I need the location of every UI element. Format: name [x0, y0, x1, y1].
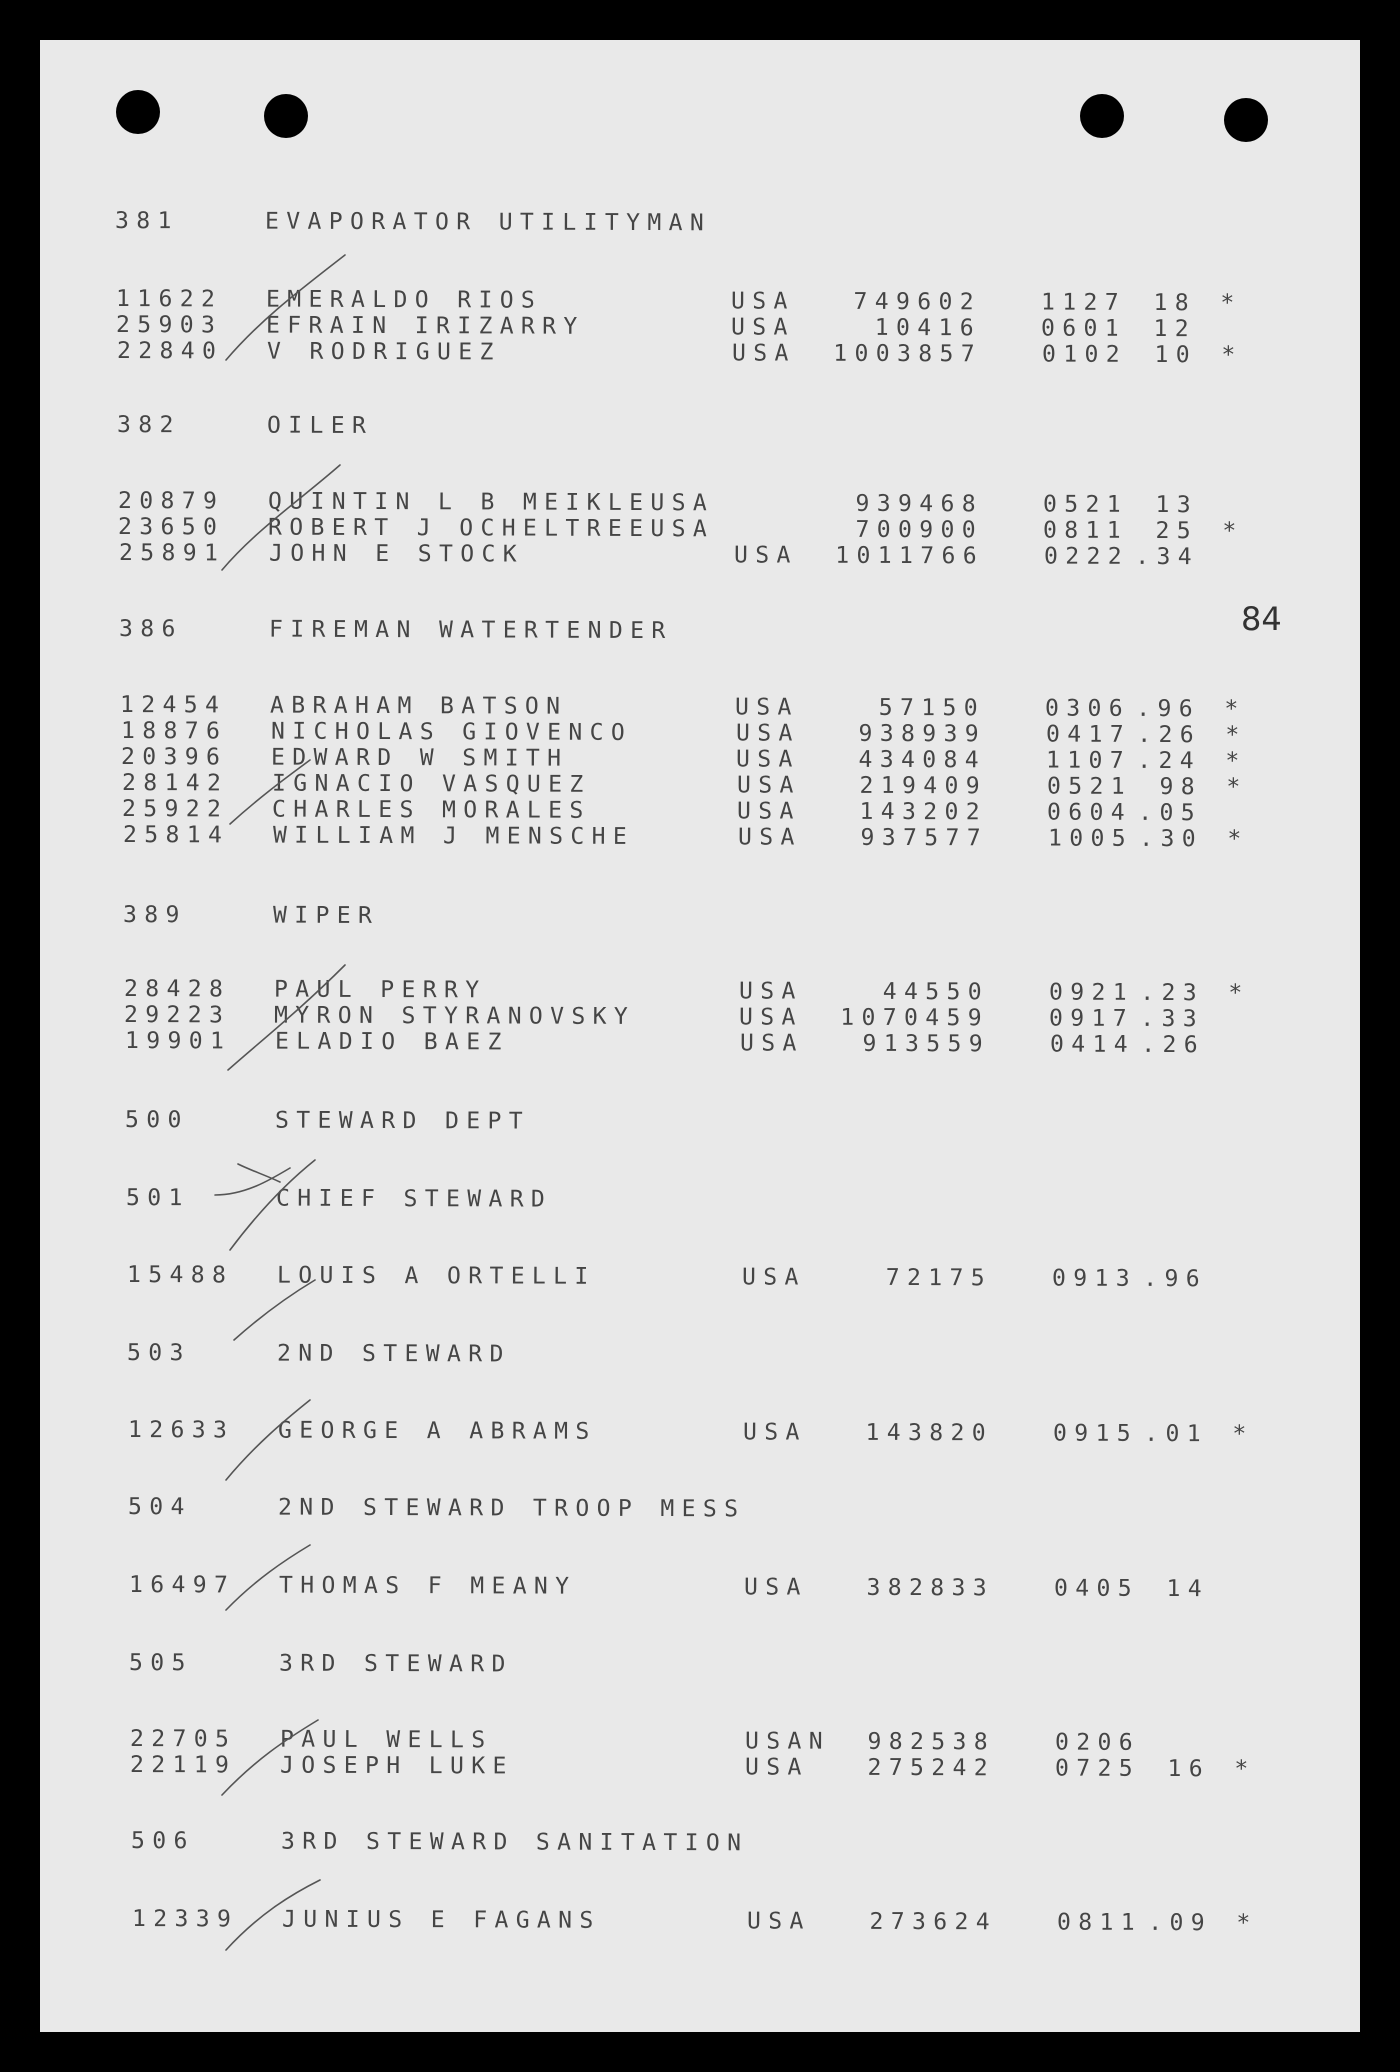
section-title: WIPER	[273, 902, 380, 929]
nationality: USA	[735, 720, 800, 747]
crew-number: 25903	[116, 312, 223, 339]
crew-number: 19901	[124, 1028, 232, 1055]
record-number: 382833	[866, 1574, 994, 1602]
mark: *	[1224, 722, 1247, 749]
record-number: 434084	[858, 746, 987, 774]
amount-code: 10	[1154, 341, 1197, 369]
mark: *	[1231, 1421, 1254, 1448]
section-code: 501	[125, 1185, 190, 1212]
nationality: USA	[736, 772, 801, 799]
crew-name: LOUIS A ORTELLI	[276, 1262, 596, 1290]
record-number: 913559	[862, 1030, 990, 1058]
record-number: 275242	[867, 1754, 996, 1782]
section-code: 381	[114, 208, 179, 235]
record-number: 57150	[878, 694, 985, 722]
crew-number: 12339	[131, 1906, 238, 1933]
mark: *	[1227, 826, 1249, 853]
date-code: 0811	[1043, 517, 1129, 544]
section-code: 503	[127, 1340, 191, 1367]
amount-code: .30	[1138, 825, 1203, 853]
nationality: USA	[733, 542, 798, 569]
date-code: 0405	[1053, 1575, 1139, 1602]
section-code: 505	[129, 1650, 194, 1677]
crew-name: MYRON STYRANOVSKY	[274, 1002, 636, 1030]
crew-number: 11622	[115, 286, 222, 313]
crew-name: V RODRIGUEZ	[266, 338, 501, 366]
crew-number: 20879	[117, 488, 225, 515]
amount-code: .05	[1138, 799, 1203, 827]
section-code: 382	[117, 412, 181, 439]
date-code: 0811	[1056, 1909, 1142, 1936]
crew-name: EFRAIN IRIZARRY	[266, 312, 585, 340]
crew-name: ABRAHAM BATSON	[269, 692, 568, 720]
crew-name: GEORGE A ABRAMS	[277, 1417, 597, 1445]
margin-note: 84	[1241, 600, 1282, 638]
crew-number: 28142	[121, 770, 228, 797]
mark: *	[1225, 748, 1247, 775]
amount-code: .96	[1142, 1265, 1207, 1293]
record-number: 700900	[855, 516, 984, 544]
record-number: 10416	[874, 314, 982, 342]
nationality: USA	[730, 288, 795, 315]
nationality: USA	[738, 978, 803, 1005]
amount-code: .23	[1139, 979, 1204, 1007]
nationality: USA	[742, 1419, 807, 1446]
section-title: EVAPORATOR UTILITYMAN	[264, 208, 712, 237]
section-code: 386	[119, 616, 184, 643]
date-code: 0601	[1041, 315, 1127, 342]
crew-name: PAUL PERRY	[273, 976, 487, 1004]
crew-number: 12633	[127, 1417, 234, 1444]
record-number: 219409	[859, 772, 987, 800]
section-code: 504	[128, 1494, 192, 1521]
amount-code: 13	[1155, 491, 1198, 519]
record-number: 1011766	[835, 542, 984, 570]
date-code: 0102	[1041, 341, 1127, 368]
crew-name: QUINTIN L B MEIKLEUSA	[267, 488, 714, 517]
amount-code: .26	[1141, 1031, 1205, 1059]
date-code: 0222	[1043, 543, 1129, 570]
crew-number: 29223	[124, 1002, 231, 1029]
crew-number: 23650	[118, 514, 225, 541]
record-number: 938939	[857, 720, 986, 748]
section-title: 2ND STEWARD TROOP MESS	[278, 1494, 746, 1523]
crew-number: 22840	[116, 338, 223, 365]
date-code: 0414	[1049, 1031, 1135, 1058]
date-code: 0206	[1054, 1729, 1140, 1756]
nationality: USA	[741, 1264, 806, 1291]
record-number: 937577	[860, 824, 988, 852]
record-number: 72175	[885, 1264, 992, 1292]
mark: *	[1225, 774, 1248, 801]
amount-code: .96	[1136, 695, 1200, 723]
amount-code: 12	[1153, 315, 1197, 343]
amount-code: .26	[1136, 721, 1201, 749]
crew-name: IGNACIO VASQUEZ	[271, 770, 591, 798]
record-number: 44550	[882, 978, 989, 1006]
date-code: 0306	[1044, 695, 1130, 722]
record-number: 1070459	[840, 1004, 990, 1032]
crew-number: 18876	[120, 718, 227, 745]
date-code: 0521	[1042, 491, 1128, 518]
date-code: 0921	[1048, 979, 1134, 1006]
crew-number: 25922	[122, 796, 229, 823]
crew-name: JOHN E STOCK	[268, 540, 524, 568]
nationality: USA	[731, 340, 796, 367]
crew-name: EMERALDO RIOS	[265, 286, 542, 314]
nationality: USA	[746, 1908, 811, 1935]
amount-code: 16	[1167, 1755, 1211, 1783]
nationality: USA	[734, 694, 799, 721]
crew-name: JOSEPH LUKE	[280, 1752, 515, 1780]
nationality: USA	[739, 1004, 804, 1031]
record-number: 273624	[868, 1908, 997, 1936]
mark: *	[1220, 342, 1243, 369]
section-title: OILER	[267, 412, 374, 439]
mark: *	[1235, 1910, 1258, 1937]
record-number: 1003857	[832, 340, 982, 368]
amount-code: .09	[1147, 1909, 1212, 1937]
record-number: 749602	[853, 288, 981, 316]
nationality: USA	[739, 1030, 804, 1057]
record-number: 982538	[867, 1728, 995, 1756]
mark: *	[1219, 290, 1242, 317]
section-code: 500	[125, 1107, 190, 1134]
mark: *	[1222, 518, 1244, 545]
record-number: 143820	[865, 1419, 993, 1447]
nationality: USAN	[744, 1728, 830, 1755]
date-code: 0417	[1045, 721, 1131, 748]
crew-name: NICHOLAS GIOVENCO	[270, 718, 632, 746]
crew-number: 25814	[122, 822, 229, 849]
section-code: 389	[123, 902, 188, 929]
date-code: 0917	[1049, 1005, 1135, 1032]
date-code: 0725	[1055, 1755, 1141, 1782]
amount-code: 25	[1155, 517, 1199, 545]
record-number: 143202	[859, 798, 988, 826]
amount-code: .33	[1140, 1005, 1205, 1033]
date-code: 1107	[1045, 747, 1132, 774]
section-title: 2ND STEWARD	[277, 1340, 511, 1368]
crew-number: 22705	[129, 1726, 237, 1753]
section-title: 3RD STEWARD SANITATION	[280, 1828, 749, 1857]
date-code: 1005	[1047, 825, 1133, 852]
section-title: STEWARD DEPT	[275, 1107, 531, 1135]
crew-number: 25891	[118, 540, 226, 567]
crew-name: PAUL WELLS	[279, 1726, 493, 1754]
crew-name: THOMAS F MEANY	[278, 1572, 577, 1600]
nationality: USA	[731, 314, 795, 341]
amount-code: 98	[1159, 773, 1202, 801]
crew-number: 28428	[123, 976, 231, 1003]
date-code: 0915	[1052, 1420, 1138, 1447]
amount-code: .24	[1137, 747, 1202, 775]
section-title: FIREMAN WATERTENDER	[269, 616, 674, 645]
nationality: USA	[745, 1754, 810, 1781]
date-code: 1127	[1040, 289, 1126, 316]
crew-number: 20396	[120, 744, 228, 771]
crew-number: 15488	[126, 1262, 233, 1289]
mark: *	[1228, 980, 1250, 1007]
amount-code: 14	[1166, 1575, 1209, 1603]
amount-code: 18	[1152, 289, 1196, 317]
crew-name: CHARLES MORALES	[272, 796, 591, 824]
amount-code: .34	[1135, 543, 1199, 571]
nationality: USA	[735, 746, 800, 773]
date-code: 0913	[1051, 1265, 1137, 1292]
nationality: USA	[743, 1574, 808, 1601]
crew-name: WILLIAM J MENSCHE	[272, 822, 634, 850]
crew-name: JUNIUS E FAGANS	[281, 1906, 601, 1934]
section-title: 3RD STEWARD	[279, 1650, 514, 1678]
section-title: CHIEF STEWARD	[275, 1185, 553, 1213]
nationality: USA	[737, 798, 801, 825]
mark: *	[1224, 696, 1246, 723]
record-number: 939468	[855, 490, 983, 518]
section-code: 506	[130, 1828, 195, 1855]
crew-name: ROBERT J OCHELTREEUSA	[268, 514, 715, 543]
nationality: USA	[737, 824, 802, 851]
crew-name: EDWARD W SMITH	[270, 744, 569, 772]
date-code: 0604	[1047, 799, 1133, 826]
amount-code: .01	[1143, 1420, 1208, 1448]
mark: *	[1234, 1756, 1257, 1783]
crew-number: 16497	[128, 1572, 236, 1599]
date-code: 0521	[1046, 773, 1132, 800]
crew-number: 12454	[119, 692, 227, 719]
crew-name: ELADIO BAEZ	[274, 1028, 509, 1056]
crew-number: 22119	[130, 1752, 237, 1779]
